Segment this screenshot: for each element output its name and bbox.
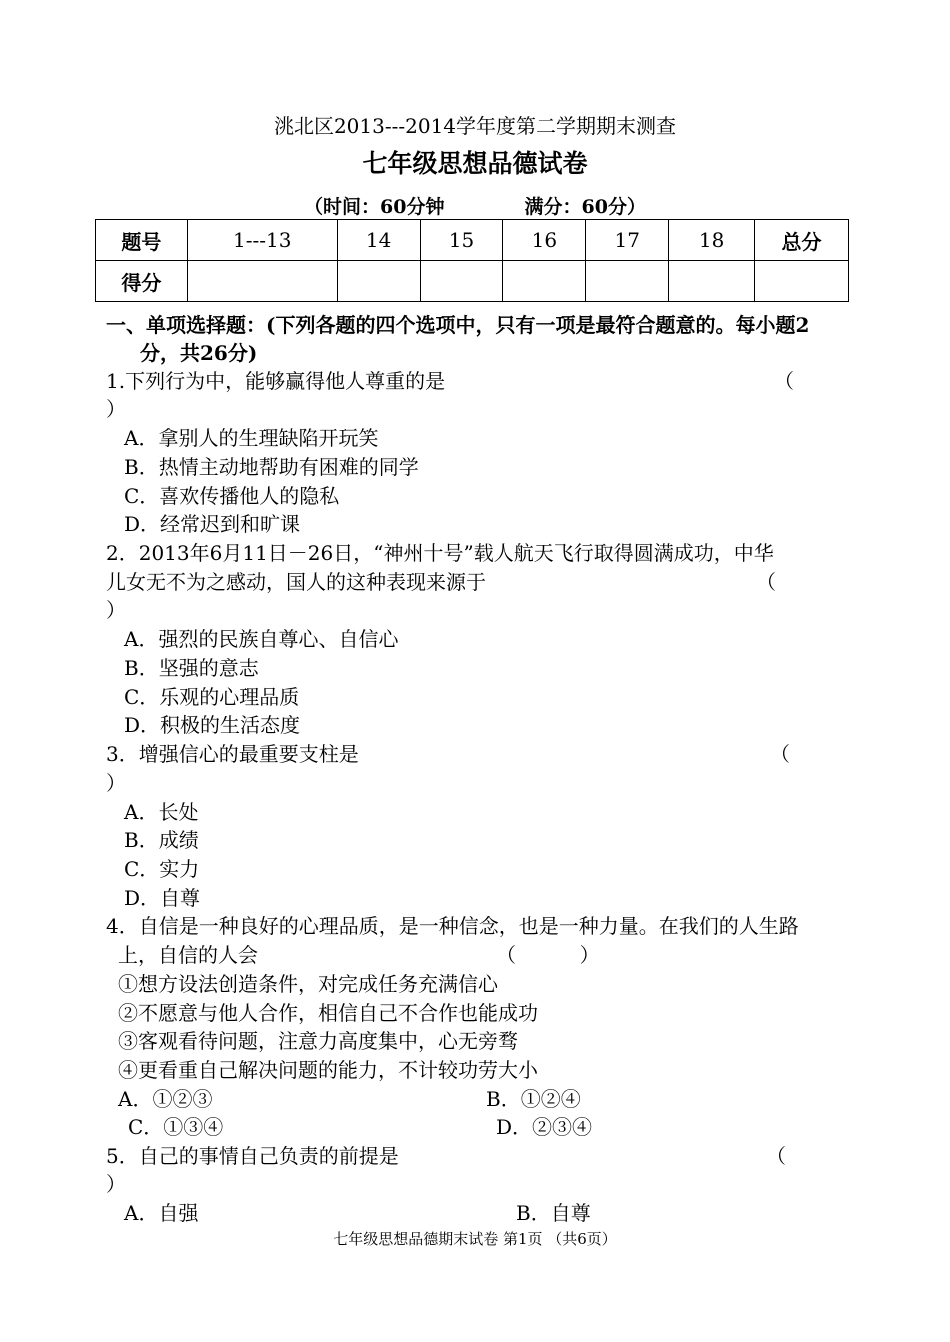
answer-paren-open: （ — [770, 742, 790, 766]
q1-option-d: D．经常迟到和旷课 — [124, 512, 301, 536]
exam-title: 七年级思想品德试卷 — [362, 149, 588, 178]
column-header: 17 — [586, 220, 669, 261]
answer-paren-close: ） — [106, 771, 126, 795]
answer-paren-close: ） — [106, 397, 126, 421]
q4-item-1: ①想方设法创造条件，对完成任务充满信心 — [118, 972, 498, 996]
section-heading-line1: 一、单项选择题：(下列各题的四个选项中，只有一项是最符合题意的。每小题2 — [106, 313, 810, 337]
answer-paren-close: ） — [106, 1172, 126, 1196]
score-row — [96, 261, 849, 302]
score-cell[interactable] — [755, 261, 849, 302]
question-4-stem-line1: 4．自信是一种良好的心理品质，是一种信念，也是一种力量。在我们的人生路 — [106, 914, 799, 938]
question-4-stem-line2: 上，自信的人会 — [118, 943, 258, 967]
score-table — [95, 219, 849, 302]
q4-item-2: ②不愿意与他人合作，相信自己不合作也能成功 — [118, 1001, 538, 1025]
score-cell[interactable] — [669, 261, 755, 302]
q4-option-d: D．②③④ — [496, 1115, 593, 1139]
question-1-stem: 1.下列行为中，能够赢得他人尊重的是 — [106, 369, 446, 393]
answer-paren-open: （ — [756, 570, 776, 594]
column-header: 1---13 — [187, 220, 337, 261]
q3-option-d: D．自尊 — [124, 886, 201, 910]
q4-option-c: C．①③④ — [128, 1115, 224, 1139]
column-header: 16 — [503, 220, 586, 261]
answer-paren: （ ） — [496, 943, 600, 967]
q2-option-a: A．强烈的民族自尊心、自信心 — [124, 627, 399, 651]
q2-option-c: C．乐观的心理品质 — [124, 685, 300, 709]
score-cell[interactable] — [503, 261, 586, 302]
column-header: 15 — [420, 220, 503, 261]
score-cell[interactable] — [420, 261, 503, 302]
q5-option-b: B．自尊 — [516, 1201, 591, 1225]
column-header: 14 — [337, 220, 420, 261]
q1-option-c: C．喜欢传播他人的隐私 — [124, 484, 340, 508]
section-heading-line2: 分，共26分) — [140, 341, 258, 365]
question-2-stem-line1: 2．2013年6月11日－26日，“神州十号”载人航天飞行取得圆满成功，中华 — [106, 541, 774, 565]
question-2-stem-line2: 儿女无不为之感动，国人的这种表现来源于 — [106, 570, 486, 594]
exam-subtitle: 洮北区2013---2014学年度第二学期期末测查 — [273, 114, 677, 138]
q3-option-a: A．长处 — [124, 800, 199, 824]
row-header-question-no: 题号 — [96, 220, 188, 261]
question-5-stem: 5．自己的事情自己负责的前提是 — [106, 1144, 399, 1168]
page-footer: 七年级思想品德期末试卷 第1页 （共6页） — [333, 1230, 617, 1248]
q1-option-b: B．热情主动地帮助有困难的同学 — [124, 455, 419, 479]
score-cell[interactable] — [586, 261, 669, 302]
row-header-score: 得分 — [96, 261, 188, 302]
q4-item-3: ③客观看待问题，注意力高度集中，心无旁骛 — [118, 1029, 518, 1053]
q1-option-a: A．拿别人的生理缺陷开玩笑 — [124, 426, 379, 450]
q4-option-a: A．①②③ — [118, 1087, 213, 1111]
q5-option-a: A．自强 — [124, 1201, 199, 1225]
answer-paren-close: ） — [106, 598, 126, 622]
score-cell[interactable] — [337, 261, 420, 302]
question-number-row — [96, 220, 849, 261]
time-limit: （时间：60分钟 — [304, 196, 445, 218]
exam-time-info — [0, 192, 950, 219]
q3-option-c: C．实力 — [124, 857, 200, 881]
question-3-stem: 3．增强信心的最重要支柱是 — [106, 742, 359, 766]
q2-option-d: D．积极的生活态度 — [124, 713, 301, 737]
q4-item-4: ④更看重自己解决问题的能力，不计较功劳大小 — [118, 1058, 538, 1082]
column-header: 18 — [669, 220, 755, 261]
answer-paren-open: （ — [766, 1144, 786, 1168]
q4-option-b: B．①②④ — [486, 1087, 581, 1111]
score-cell[interactable] — [187, 261, 337, 302]
q2-option-b: B．坚强的意志 — [124, 656, 259, 680]
q3-option-b: B．成绩 — [124, 828, 199, 852]
full-score: 满分：60分） — [524, 196, 646, 218]
column-header-total: 总分 — [755, 220, 849, 261]
answer-paren-open: （ — [774, 369, 794, 393]
